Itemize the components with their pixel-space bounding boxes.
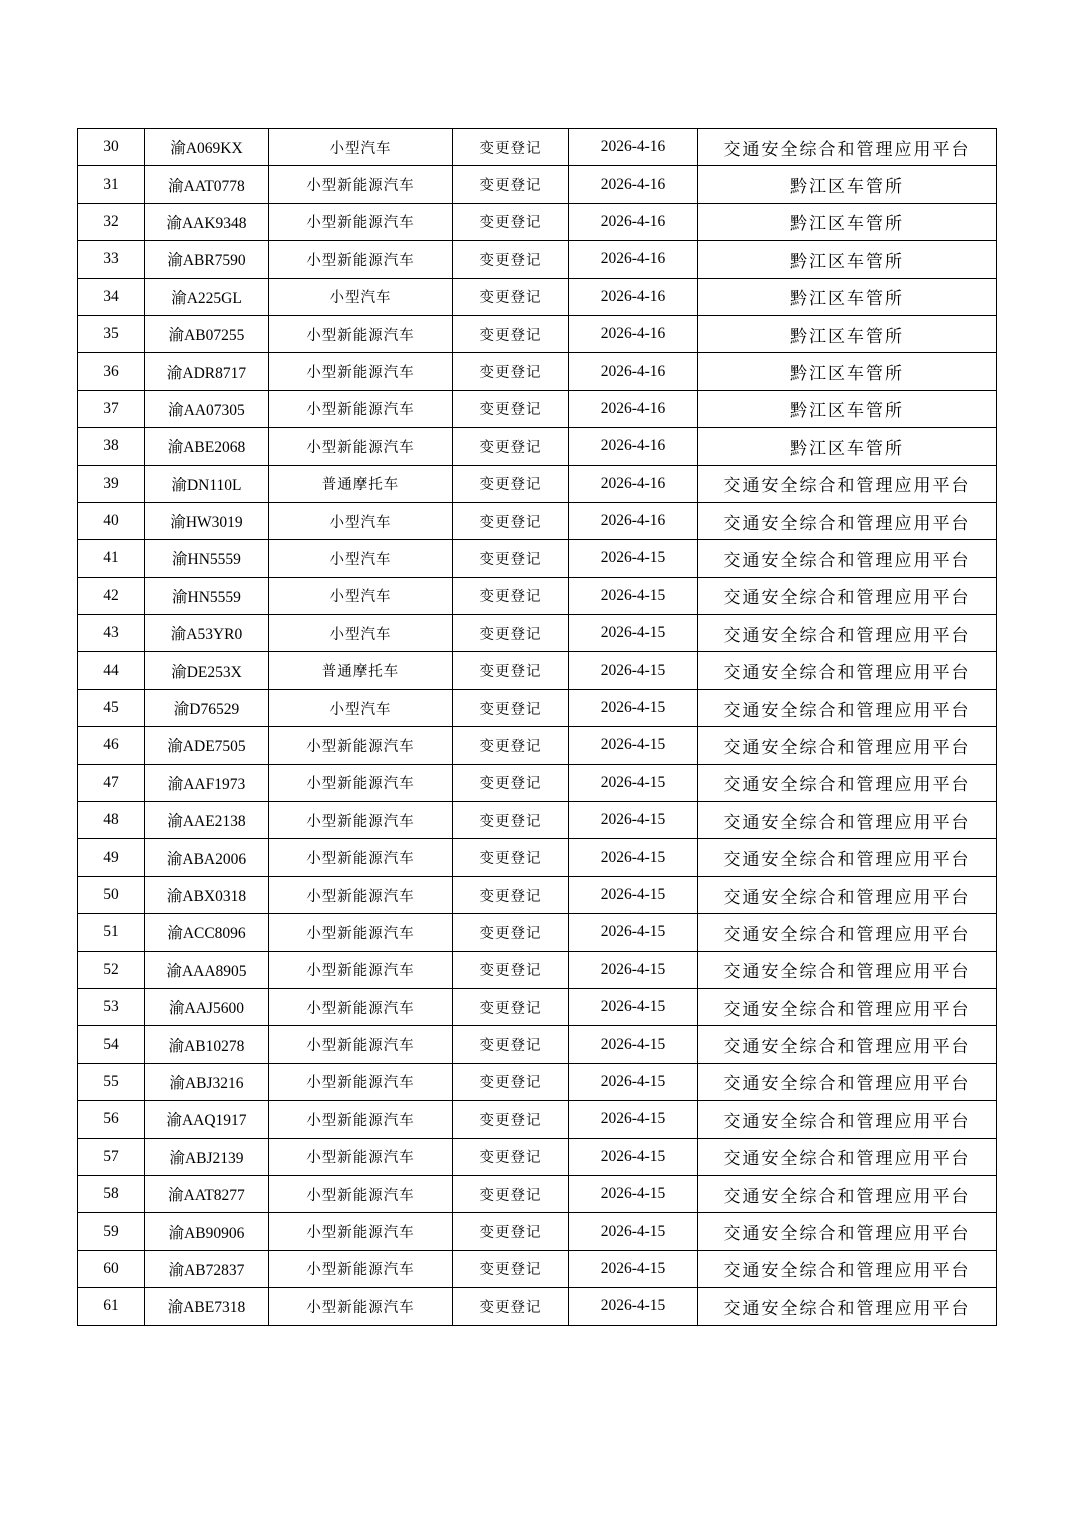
office-cell: 交通安全综合和管理应用平台 — [698, 689, 997, 726]
date-cell: 2026-4-15 — [569, 951, 698, 988]
office-cell: 交通安全综合和管理应用平台 — [698, 839, 997, 876]
office-cell: 交通安全综合和管理应用平台 — [698, 615, 997, 652]
plate-number-cell: 渝ADR8717 — [145, 353, 269, 390]
vehicle-type-cell: 小型新能源汽车 — [269, 914, 453, 951]
vehicle-type-cell: 小型汽车 — [269, 689, 453, 726]
business-type-cell: 变更登记 — [453, 1288, 569, 1325]
row-number-cell: 32 — [78, 203, 145, 240]
date-cell: 2026-4-15 — [569, 727, 698, 764]
vehicle-type-cell: 小型汽车 — [269, 278, 453, 315]
table-row — [78, 876, 997, 913]
table-row — [78, 1175, 997, 1212]
business-type-cell: 变更登记 — [453, 764, 569, 801]
business-type-cell: 变更登记 — [453, 727, 569, 764]
office-cell: 交通安全综合和管理应用平台 — [698, 1101, 997, 1138]
table-row — [78, 428, 997, 465]
date-cell: 2026-4-15 — [569, 839, 698, 876]
business-type-cell: 变更登记 — [453, 390, 569, 427]
row-number-cell: 42 — [78, 577, 145, 614]
plate-number-cell: 渝ABX0318 — [145, 876, 269, 913]
row-number-cell: 59 — [78, 1213, 145, 1250]
plate-number-cell: 渝AB90906 — [145, 1213, 269, 1250]
vehicle-type-cell: 小型新能源汽车 — [269, 1138, 453, 1175]
table-row — [78, 1063, 997, 1100]
office-cell: 黔江区车管所 — [698, 278, 997, 315]
row-number-cell: 44 — [78, 652, 145, 689]
table-row — [78, 315, 997, 352]
business-type-cell: 变更登记 — [453, 876, 569, 913]
office-cell: 交通安全综合和管理应用平台 — [698, 1213, 997, 1250]
plate-number-cell: 渝AAQ1917 — [145, 1101, 269, 1138]
vehicle-type-cell: 小型汽车 — [269, 615, 453, 652]
business-type-cell: 变更登记 — [453, 1213, 569, 1250]
date-cell: 2026-4-15 — [569, 1288, 698, 1325]
row-number-cell: 49 — [78, 839, 145, 876]
table-row — [78, 802, 997, 839]
vehicle-type-cell: 小型新能源汽车 — [269, 166, 453, 203]
row-number-cell: 31 — [78, 166, 145, 203]
vehicle-type-cell: 小型新能源汽车 — [269, 1175, 453, 1212]
plate-number-cell: 渝AAA8905 — [145, 951, 269, 988]
office-cell: 交通安全综合和管理应用平台 — [698, 502, 997, 539]
plate-number-cell: 渝AAT8277 — [145, 1175, 269, 1212]
office-cell: 交通安全综合和管理应用平台 — [698, 1026, 997, 1063]
business-type-cell: 变更登记 — [453, 315, 569, 352]
row-number-cell: 46 — [78, 727, 145, 764]
date-cell: 2026-4-16 — [569, 278, 698, 315]
office-cell: 交通安全综合和管理应用平台 — [698, 727, 997, 764]
plate-number-cell: 渝ABJ2139 — [145, 1138, 269, 1175]
office-cell: 交通安全综合和管理应用平台 — [698, 577, 997, 614]
date-cell: 2026-4-16 — [569, 203, 698, 240]
business-type-cell: 变更登记 — [453, 988, 569, 1025]
business-type-cell: 变更登记 — [453, 652, 569, 689]
date-cell: 2026-4-15 — [569, 1250, 698, 1287]
office-cell: 交通安全综合和管理应用平台 — [698, 465, 997, 502]
vehicle-type-cell: 小型新能源汽车 — [269, 951, 453, 988]
date-cell: 2026-4-15 — [569, 1026, 698, 1063]
vehicle-type-cell: 小型新能源汽车 — [269, 1288, 453, 1325]
date-cell: 2026-4-15 — [569, 1063, 698, 1100]
vehicle-type-cell: 小型新能源汽车 — [269, 1101, 453, 1138]
table-row — [78, 839, 997, 876]
business-type-cell: 变更登记 — [453, 802, 569, 839]
date-cell: 2026-4-15 — [569, 802, 698, 839]
business-type-cell: 变更登记 — [453, 203, 569, 240]
vehicle-type-cell: 小型新能源汽车 — [269, 802, 453, 839]
row-number-cell: 40 — [78, 502, 145, 539]
table-row — [78, 1250, 997, 1287]
row-number-cell: 51 — [78, 914, 145, 951]
row-number-cell: 30 — [78, 129, 145, 166]
date-cell: 2026-4-16 — [569, 353, 698, 390]
table-row — [78, 166, 997, 203]
date-cell: 2026-4-16 — [569, 428, 698, 465]
row-number-cell: 58 — [78, 1175, 145, 1212]
row-number-cell: 56 — [78, 1101, 145, 1138]
date-cell: 2026-4-15 — [569, 1101, 698, 1138]
row-number-cell: 37 — [78, 390, 145, 427]
vehicle-type-cell: 小型新能源汽车 — [269, 353, 453, 390]
vehicle-type-cell: 小型新能源汽车 — [269, 839, 453, 876]
vehicle-type-cell: 小型新能源汽车 — [269, 203, 453, 240]
table-row — [78, 615, 997, 652]
office-cell: 交通安全综合和管理应用平台 — [698, 1250, 997, 1287]
business-type-cell: 变更登记 — [453, 951, 569, 988]
vehicle-type-cell: 小型汽车 — [269, 540, 453, 577]
vehicle-type-cell: 小型汽车 — [269, 502, 453, 539]
row-number-cell: 45 — [78, 689, 145, 726]
plate-number-cell: 渝ABE2068 — [145, 428, 269, 465]
office-cell: 交通安全综合和管理应用平台 — [698, 914, 997, 951]
office-cell: 交通安全综合和管理应用平台 — [698, 652, 997, 689]
row-number-cell: 47 — [78, 764, 145, 801]
office-cell: 交通安全综合和管理应用平台 — [698, 951, 997, 988]
plate-number-cell: 渝AB07255 — [145, 315, 269, 352]
date-cell: 2026-4-15 — [569, 540, 698, 577]
vehicle-type-cell: 小型新能源汽车 — [269, 1026, 453, 1063]
date-cell: 2026-4-16 — [569, 315, 698, 352]
vehicle-type-cell: 小型新能源汽车 — [269, 988, 453, 1025]
plate-number-cell: 渝ABE7318 — [145, 1288, 269, 1325]
row-number-cell: 39 — [78, 465, 145, 502]
office-cell: 黔江区车管所 — [698, 390, 997, 427]
date-cell: 2026-4-15 — [569, 577, 698, 614]
row-number-cell: 48 — [78, 802, 145, 839]
row-number-cell: 41 — [78, 540, 145, 577]
business-type-cell: 变更登记 — [453, 129, 569, 166]
vehicle-type-cell: 小型新能源汽车 — [269, 1063, 453, 1100]
table-row — [78, 129, 997, 166]
row-number-cell: 52 — [78, 951, 145, 988]
plate-number-cell: 渝AA07305 — [145, 390, 269, 427]
plate-number-cell: 渝ABR7590 — [145, 241, 269, 278]
business-type-cell: 变更登记 — [453, 166, 569, 203]
business-type-cell: 变更登记 — [453, 502, 569, 539]
vehicle-type-cell: 小型新能源汽车 — [269, 1213, 453, 1250]
row-number-cell: 34 — [78, 278, 145, 315]
table-row — [78, 577, 997, 614]
vehicle-type-cell: 普通摩托车 — [269, 652, 453, 689]
office-cell: 黔江区车管所 — [698, 353, 997, 390]
table-row — [78, 241, 997, 278]
plate-number-cell: 渝D76529 — [145, 689, 269, 726]
table-row — [78, 203, 997, 240]
row-number-cell: 55 — [78, 1063, 145, 1100]
office-cell: 交通安全综合和管理应用平台 — [698, 540, 997, 577]
row-number-cell: 60 — [78, 1250, 145, 1287]
vehicle-type-cell: 小型新能源汽车 — [269, 876, 453, 913]
date-cell: 2026-4-15 — [569, 1213, 698, 1250]
table-body — [78, 129, 997, 1326]
table-row — [78, 1101, 997, 1138]
table-row — [78, 914, 997, 951]
business-type-cell: 变更登记 — [453, 914, 569, 951]
table-row — [78, 1026, 997, 1063]
row-number-cell: 36 — [78, 353, 145, 390]
office-cell: 交通安全综合和管理应用平台 — [698, 802, 997, 839]
vehicle-type-cell: 小型汽车 — [269, 129, 453, 166]
date-cell: 2026-4-15 — [569, 615, 698, 652]
date-cell: 2026-4-15 — [569, 988, 698, 1025]
vehicle-type-cell: 小型新能源汽车 — [269, 727, 453, 764]
row-number-cell: 57 — [78, 1138, 145, 1175]
plate-number-cell: 渝A069KX — [145, 129, 269, 166]
plate-number-cell: 渝AB10278 — [145, 1026, 269, 1063]
date-cell: 2026-4-16 — [569, 129, 698, 166]
plate-number-cell: 渝DN110L — [145, 465, 269, 502]
table-row — [78, 727, 997, 764]
plate-number-cell: 渝HN5559 — [145, 540, 269, 577]
table-row — [78, 1288, 997, 1325]
date-cell: 2026-4-15 — [569, 689, 698, 726]
plate-number-cell: 渝ADE7505 — [145, 727, 269, 764]
plate-number-cell: 渝AAK9348 — [145, 203, 269, 240]
table-row — [78, 764, 997, 801]
plate-number-cell: 渝A53YR0 — [145, 615, 269, 652]
plate-number-cell: 渝AAJ5600 — [145, 988, 269, 1025]
vehicle-type-cell: 小型新能源汽车 — [269, 390, 453, 427]
date-cell: 2026-4-15 — [569, 652, 698, 689]
table-row — [78, 951, 997, 988]
row-number-cell: 38 — [78, 428, 145, 465]
plate-number-cell: 渝DE253X — [145, 652, 269, 689]
business-type-cell: 变更登记 — [453, 278, 569, 315]
office-cell: 交通安全综合和管理应用平台 — [698, 1175, 997, 1212]
business-type-cell: 变更登记 — [453, 1250, 569, 1287]
plate-number-cell: 渝AAF1973 — [145, 764, 269, 801]
date-cell: 2026-4-16 — [569, 166, 698, 203]
plate-number-cell: 渝ABA2006 — [145, 839, 269, 876]
row-number-cell: 43 — [78, 615, 145, 652]
business-type-cell: 变更登记 — [453, 1175, 569, 1212]
business-type-cell: 变更登记 — [453, 540, 569, 577]
office-cell: 黔江区车管所 — [698, 203, 997, 240]
office-cell: 交通安全综合和管理应用平台 — [698, 129, 997, 166]
plate-number-cell: 渝A225GL — [145, 278, 269, 315]
date-cell: 2026-4-15 — [569, 1138, 698, 1175]
date-cell: 2026-4-16 — [569, 465, 698, 502]
table-row — [78, 353, 997, 390]
office-cell: 交通安全综合和管理应用平台 — [698, 1138, 997, 1175]
business-type-cell: 变更登记 — [453, 428, 569, 465]
vehicle-type-cell: 普通摩托车 — [269, 465, 453, 502]
office-cell: 黔江区车管所 — [698, 241, 997, 278]
business-type-cell: 变更登记 — [453, 241, 569, 278]
business-type-cell: 变更登记 — [453, 615, 569, 652]
business-type-cell: 变更登记 — [453, 577, 569, 614]
date-cell: 2026-4-15 — [569, 764, 698, 801]
business-type-cell: 变更登记 — [453, 353, 569, 390]
plate-number-cell: 渝ACC8096 — [145, 914, 269, 951]
office-cell: 黔江区车管所 — [698, 315, 997, 352]
date-cell: 2026-4-15 — [569, 876, 698, 913]
table-row — [78, 988, 997, 1025]
office-cell: 交通安全综合和管理应用平台 — [698, 876, 997, 913]
business-type-cell: 变更登记 — [453, 1101, 569, 1138]
plate-number-cell: 渝AB72837 — [145, 1250, 269, 1287]
row-number-cell: 33 — [78, 241, 145, 278]
table-row — [78, 1138, 997, 1175]
office-cell: 黔江区车管所 — [698, 428, 997, 465]
row-number-cell: 54 — [78, 1026, 145, 1063]
table-row — [78, 1213, 997, 1250]
business-type-cell: 变更登记 — [453, 1063, 569, 1100]
table-row — [78, 465, 997, 502]
date-cell: 2026-4-15 — [569, 1175, 698, 1212]
office-cell: 黔江区车管所 — [698, 166, 997, 203]
plate-number-cell: 渝AAE2138 — [145, 802, 269, 839]
business-type-cell: 变更登记 — [453, 1026, 569, 1063]
row-number-cell: 53 — [78, 988, 145, 1025]
plate-number-cell: 渝ABJ3216 — [145, 1063, 269, 1100]
date-cell: 2026-4-16 — [569, 502, 698, 539]
table-row — [78, 540, 997, 577]
business-type-cell: 变更登记 — [453, 839, 569, 876]
plate-number-cell: 渝HN5559 — [145, 577, 269, 614]
row-number-cell: 61 — [78, 1288, 145, 1325]
business-type-cell: 变更登记 — [453, 465, 569, 502]
office-cell: 交通安全综合和管理应用平台 — [698, 1288, 997, 1325]
vehicle-type-cell: 小型新能源汽车 — [269, 1250, 453, 1287]
table-row — [78, 502, 997, 539]
date-cell: 2026-4-15 — [569, 914, 698, 951]
table-row — [78, 278, 997, 315]
plate-number-cell: 渝AAT0778 — [145, 166, 269, 203]
row-number-cell: 35 — [78, 315, 145, 352]
table-row — [78, 390, 997, 427]
office-cell: 交通安全综合和管理应用平台 — [698, 988, 997, 1025]
office-cell: 交通安全综合和管理应用平台 — [698, 1063, 997, 1100]
business-type-cell: 变更登记 — [453, 1138, 569, 1175]
vehicle-type-cell: 小型新能源汽车 — [269, 241, 453, 278]
plate-number-cell: 渝HW3019 — [145, 502, 269, 539]
row-number-cell: 50 — [78, 876, 145, 913]
vehicle-registration-table — [77, 128, 997, 1326]
date-cell: 2026-4-16 — [569, 390, 698, 427]
table-row — [78, 652, 997, 689]
date-cell: 2026-4-16 — [569, 241, 698, 278]
vehicle-type-cell: 小型新能源汽车 — [269, 764, 453, 801]
vehicle-type-cell: 小型新能源汽车 — [269, 428, 453, 465]
vehicle-type-cell: 小型汽车 — [269, 577, 453, 614]
business-type-cell: 变更登记 — [453, 689, 569, 726]
vehicle-type-cell: 小型新能源汽车 — [269, 315, 453, 352]
table-row — [78, 689, 997, 726]
office-cell: 交通安全综合和管理应用平台 — [698, 764, 997, 801]
